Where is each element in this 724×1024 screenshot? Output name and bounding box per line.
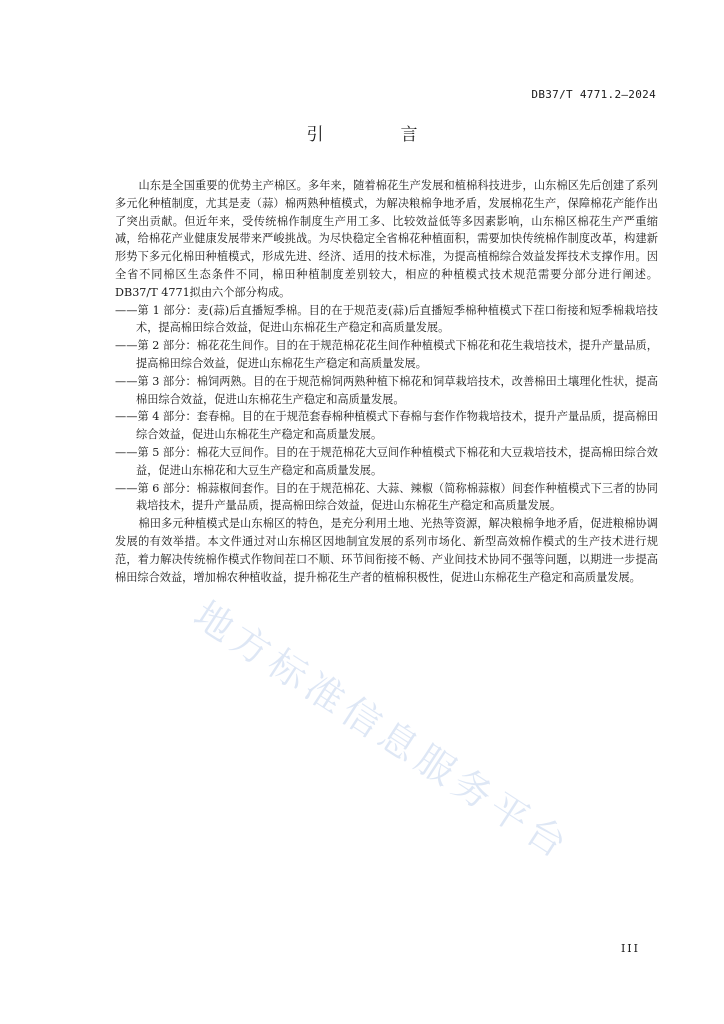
document-code: DB37/T 4771.2—2024 bbox=[531, 88, 656, 101]
part-4-item: ——第 4 部分：套春棉。目的在于规范套春棉种植模式下春棉与套作作物栽培技术，提升产量品质，提高棉田综合效益，促进山东棉花生产稳定和高质量发展。 bbox=[115, 410, 658, 442]
document-body bbox=[115, 177, 658, 586]
page-title: 引 言 bbox=[306, 125, 448, 145]
intro-paragraph: 山东是全国重要的优势主产棉区。多年来，随着棉花生产发展和植棉科技进步，山东棉区先后创建了系列多元化种植制度，尤其是麦（蒜）棉两熟种植模式，为解决粮棉争地矛盾，发展棉花生产，保障棉花产能作出了突出贡献。但近年来，受传统棉作制度生产用工多、比较效益低等多因素影响，山东棉区棉花生产严重缩减，给棉花产业健康发展带来严峻挑战。为尽快稳定全省棉花种植面积，需要加快传统棉作制度改革，构建新形势下多元化棉田种植模式，形成先进、经济、适用的技术标准，为提高植棉综合效益发挥技术支撑作用。因全省不同棉区生态条件不同，棉田种植制度差别较大，相应的种植模式技术规范需要分部分进行阐述。DB37/T 4771拟由六个部分构成。 bbox=[115, 179, 658, 299]
watermark: 地方标准信息服务平台 bbox=[186, 592, 580, 870]
closing-paragraph: 棉田多元种植模式是山东棉区的特色，是充分利用土地、光热等资源，解决粮棉争地矛盾，促进粮棉协调发展的有效举措。本文件通过对山东棉区因地制宜发展的系列市场化、新型高效棉作模式的生产技术进行规范，着力解决传统棉作模式作物间茬口不顺、环节间衔接不畅、产业间技术协同不强等问题，以期进一步提高棉田综合效益，增加棉农种植收益，提升棉花生产者的植棉积极性，促进山东棉花生产稳定和高质量发展。 bbox=[115, 517, 658, 584]
part-2-item: ——第 2 部分：棉花花生间作。目的在于规范棉花花生间作种植模式下棉花和花生栽培技术，提升产量品质，提高棉田综合效益，促进山东棉花生产稳定和高质量发展。 bbox=[115, 339, 658, 370]
part-3-item: ——第 3 部分：棉饲两熟。目的在于规范棉饲两熟种植下棉花和饲草栽培技术，改善棉田土壤理化性状，提高棉田综合效益，促进山东棉花生产稳定和高质量发展。 bbox=[115, 374, 658, 406]
part-1-item: ——第 1 部分：麦(蒜)后直播短季棉。目的在于规范麦(蒜)后直播短季棉种植模式下茬口衔接和短季棉栽培技术，提高棉田综合效益，促进山东棉花生产稳定和高质量发展。 bbox=[115, 303, 658, 335]
part-6-item: ——第 6 部分：棉蒜椒间套作。目的在于规范棉花、大蒜、辣椒（简称棉蒜椒）间套作种植模式下三者的协同栽培技术，提升产量品质，提高棉田综合效益，促进山东棉花生产稳定和高质量发展。 bbox=[115, 481, 658, 513]
part-5-item: ——第 5 部分：棉花大豆间作。目的在于规范棉花大豆间作种植模式下棉花和大豆栽培技术，提高棉田综合效益，促进山东棉花和大豆生产稳定和高质量发展。 bbox=[115, 445, 658, 477]
page-number: III bbox=[620, 942, 640, 955]
